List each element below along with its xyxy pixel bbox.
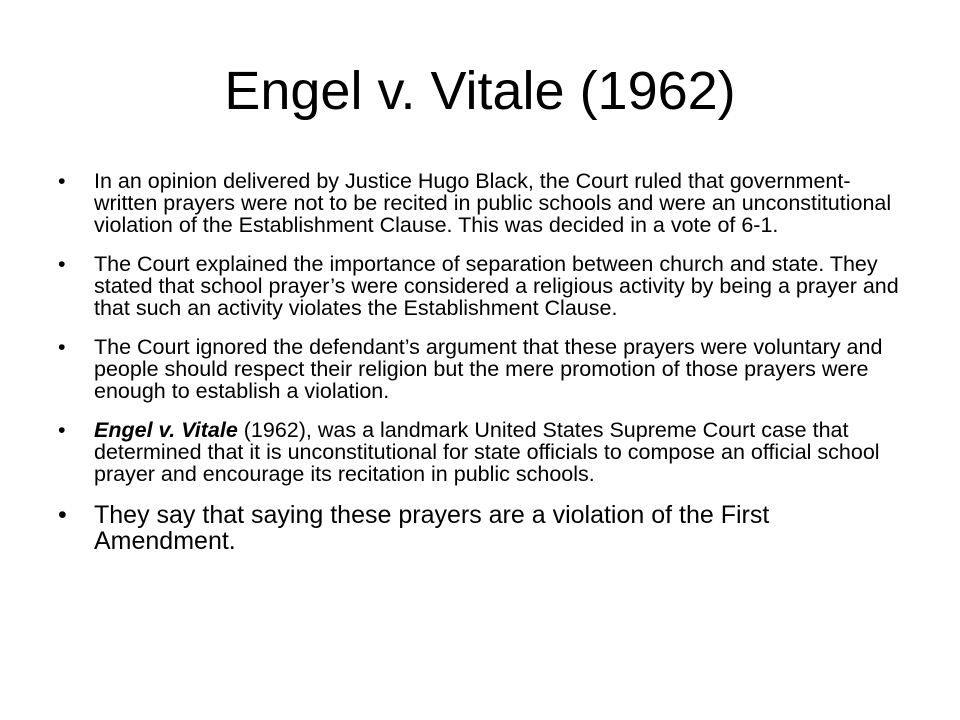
bullet-list: [58, 170, 908, 554]
bullet-text: The Court ignored the defendant’s argument that these prayers were voluntary and people should respect their religion but the mere promotion of those prayers were enough to establish a violation.: [94, 335, 883, 403]
bullet-marker: •: [58, 501, 67, 529]
bullet-text: (1962), was a landmark United States Supreme Court case that determined that it is unconstitutional for state officials to compose an official school prayer and encourage its recitation in public schools.: [94, 418, 880, 486]
bullet-marker: •: [58, 418, 66, 442]
bullet-text: In an opinion delivered by Justice Hugo Black, the Court ruled that government-written prayers were not to be recited in public schools and were an unconstitutional violation of the Establishment Clause. This was decided in a vote of 6-1.: [94, 169, 892, 237]
slide-title: Engel v. Vitale (1962): [224, 61, 736, 121]
bullet-text: They say that saying these prayers are a violation of the First Amendment.: [94, 501, 770, 555]
bullet-marker: •: [58, 169, 66, 193]
case-name-emphasis: Engel v. Vitale: [94, 418, 238, 442]
bullet-text: The Court explained the importance of separation between church and state. They stated that school prayer’s were considered a religious activity by being a prayer and that such an activity violates the Establishment Clause.: [94, 252, 899, 320]
bullet-marker: •: [58, 252, 66, 276]
bullet-marker: •: [58, 335, 66, 359]
bullet-item: [58, 170, 908, 236]
bullet-item: [58, 419, 908, 485]
bullet-item: [58, 336, 908, 402]
bullet-item: [58, 253, 908, 319]
bullet-item: [58, 502, 908, 554]
